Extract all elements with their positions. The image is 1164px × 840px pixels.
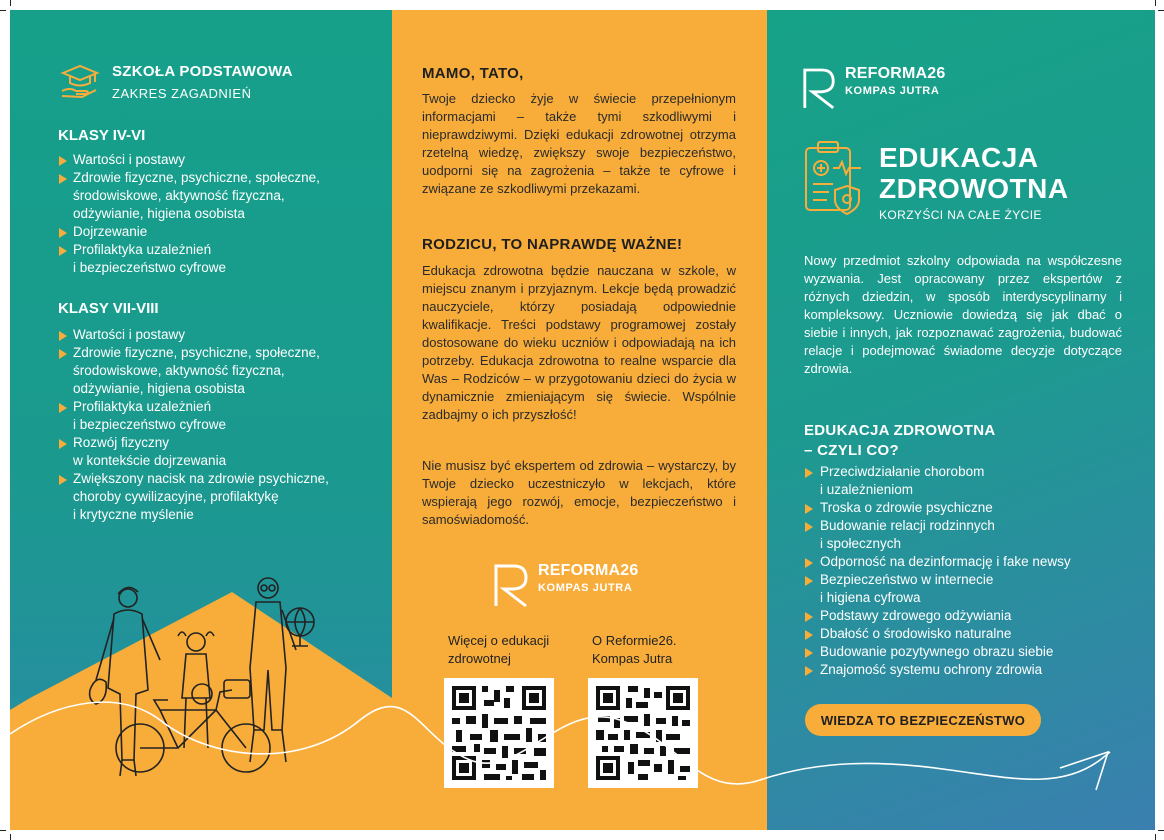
list-item-line: Profilaktyka uzależnień [73, 242, 212, 257]
right-panel [767, 10, 1155, 830]
list-item-line: Wartości i postawy [73, 152, 186, 167]
left-panel [10, 10, 392, 830]
list-item-line: Zdrowie fizyczne, psychiczne, społeczne, [73, 170, 320, 185]
list-item [58, 344, 388, 398]
intro-paragraph: Nowy przedmiot szkolny odpowiada na współczesne wyzwania. Jest opracowany przez ekspertów z różnych dziedzin, w sposób interdyscyplinarny i kompleksowy. Uczniowie dowiedzą się jak dbać o siebie i innych, jak rozpoznawać zagrożenia, budować relacje i podejmować świadome decyzje dotyczące zdrowia. [804, 253, 1122, 376]
benefits-heading-line2: – CZYLI CO? [804, 442, 899, 459]
graduation-cap-icon [60, 63, 100, 99]
list-item [804, 463, 1144, 499]
crop-mark [1158, 830, 1164, 831]
cta-button[interactable]: WIEDZA TO BEZPIECZEŃSTWO [805, 704, 1041, 736]
list-item [804, 553, 1144, 571]
list-item-line: Przeciwdziałanie chorobom [820, 464, 985, 479]
section-heading-iv-vi: KLASY IV-VI [58, 127, 146, 144]
topic-list-iv-vi [58, 151, 388, 277]
list-item-line: środowiskowe, aktywność fizyczna, [73, 363, 285, 378]
list-item-line: odżywianie, higiena osobista [73, 381, 245, 396]
list-item [804, 571, 1144, 607]
qr2-caption-line1: O Reformie26. [592, 633, 677, 648]
list-item-line: Zdrowie fizyczne, psychiczne, społeczne, [73, 345, 320, 360]
list-item [58, 434, 388, 470]
logo-text: REFORMA26 [845, 65, 946, 82]
qr-code-reforma26[interactable] [588, 678, 698, 788]
list-item-line: i krytyczne myślenie [73, 507, 194, 522]
list-item-line: odżywianie, higiena osobista [73, 206, 245, 221]
crop-mark [10, 834, 11, 840]
list-item [58, 169, 388, 223]
logo-subtext: KOMPAS JUTRA [538, 582, 633, 594]
important-heading: RODZICU, TO NAPRAWDĘ WAŻNE! [422, 236, 683, 253]
crop-mark [0, 830, 6, 831]
list-item [804, 607, 1144, 625]
list-item-line: Wartości i postawy [73, 327, 186, 342]
crop-mark [10, 0, 11, 6]
crop-mark [0, 10, 6, 11]
list-item-line: Bezpieczeństwo w internecie [820, 572, 994, 587]
list-item [58, 398, 388, 434]
list-item [58, 151, 388, 169]
list-item-line: Dojrzewanie [73, 224, 148, 239]
qr1-caption-line1: Więcej o edukacji [448, 633, 550, 648]
reforma-logo-right [801, 65, 945, 111]
benefits-heading [804, 421, 996, 461]
list-item-line: Dbałość o środowisko naturalne [820, 626, 1012, 641]
list-item-line: Zwiększony nacisk na zdrowie psychiczne, [73, 471, 329, 486]
list-item-line: i uzależnieniom [820, 482, 914, 497]
list-item [58, 241, 388, 277]
benefits-list [804, 463, 1144, 679]
school-title: SZKOŁA PODSTAWOWA [112, 63, 293, 80]
list-item-line: i higiena cyfrowa [820, 590, 921, 605]
main-title-line2: ZDROWOTNA [879, 173, 1069, 204]
no-expert-paragraph: Nie musisz być ekspertem od zdrowia – wystarczy, by Twoje dziecko uczestniczyło w lekcjach, które wspierają jego rozwój, emocje, bezpieczeństwo i samoświadomość. [422, 458, 736, 527]
reforma-logo-icon [801, 65, 837, 111]
qr2-caption [592, 632, 677, 668]
main-title-line1: EDUKACJA [879, 142, 1039, 173]
school-subtitle: ZAKRES ZAGADNIEŃ [112, 86, 252, 101]
list-item-line: Podstawy zdrowego odżywiania [820, 608, 1012, 623]
list-item-line: i społecznych [820, 536, 902, 551]
important-paragraph: Edukacja zdrowotna będzie nauczana w szkole, w miejscu znanym i przyjaznym. Lekcje będą prowadzić nauczyciele, którzy posiadają odpowiednie kwalifikacje. Treści podstawy programowej zostały dostosowane do wieku uczniów i odpowiadają na ich potrzeby. Edukacja zdrowotna to realne wsparcie dla Was – Rodziców – w przygotowaniu dzieci do życia w dynamicznie zmieniającym się świecie. Wspólnie zadbajmy o ich przyszłość! [422, 263, 736, 422]
qr1-caption [448, 632, 549, 668]
list-item [804, 625, 1144, 643]
qr2-caption-line2: Kompas Jutra [592, 651, 673, 666]
list-item-line: Rozwój fizyczny [73, 435, 170, 450]
parents-heading: MAMO, TATO, [422, 65, 524, 82]
parents-paragraph: Twoje dziecko żyje w świecie przepełnionym informacjami – także tymi szkodliwymi i nieprawdziwymi. Dzięki edukacji zdrowotnej otrzyma rzetelną wiedzę, zwiększy swoje bezpieczeństwo, uodporni się na zagrożenia – także te cyfrowe i związane ze szkodliwymi przekazami. [422, 91, 736, 196]
list-item [58, 326, 388, 344]
crop-mark [1158, 10, 1164, 11]
list-item [58, 470, 388, 524]
list-item-line: w kontekście dojrzewania [73, 453, 227, 468]
list-item [804, 499, 1144, 517]
list-item [804, 517, 1144, 553]
list-item-line: i bezpieczeństwo cyfrowe [73, 417, 227, 432]
list-item [58, 223, 388, 241]
list-item-line: Budowanie relacji rodzinnych [820, 518, 995, 533]
school-header [60, 63, 293, 101]
reforma-logo-icon [492, 562, 530, 608]
crop-mark [1155, 834, 1156, 840]
logo-subtext: KOMPAS JUTRA [845, 85, 940, 97]
list-item-line: Budowanie pozytywnego obrazu siebie [820, 644, 1054, 659]
crop-mark [1155, 0, 1156, 6]
list-item [804, 661, 1144, 679]
section-heading-vii-viii: KLASY VII-VIII [58, 300, 159, 317]
qr1-caption-line2: zdrowotnej [448, 651, 511, 666]
list-item-line: choroby cywilizacyjne, profilaktykę [73, 489, 279, 504]
list-item-line: Troska o zdrowie psychiczne [820, 500, 993, 515]
list-item-line: i bezpieczeństwo cyfrowe [73, 260, 227, 275]
list-item-line: Znajomość systemu ochrony zdrowia [820, 662, 1043, 677]
main-subtitle: KORZYŚCI NA CAŁE ŻYCIE [879, 208, 1042, 222]
medical-clipboard-icon [803, 138, 865, 216]
logo-text: REFORMA26 [538, 562, 639, 579]
topic-list-vii-viii [58, 326, 388, 524]
list-item [804, 643, 1144, 661]
middle-panel [392, 10, 767, 830]
main-title [879, 142, 1069, 204]
reforma-logo-middle [492, 562, 638, 608]
list-item-line: środowiskowe, aktywność fizyczna, [73, 188, 285, 203]
family-bicycle-illustration [10, 570, 392, 830]
qr-code-health-education[interactable] [444, 678, 554, 788]
benefits-heading-line1: EDUKACJA ZDROWOTNA [804, 422, 996, 439]
list-item-line: Profilaktyka uzależnień [73, 399, 212, 414]
list-item-line: Odporność na dezinformację i fake newsy [820, 554, 1071, 569]
